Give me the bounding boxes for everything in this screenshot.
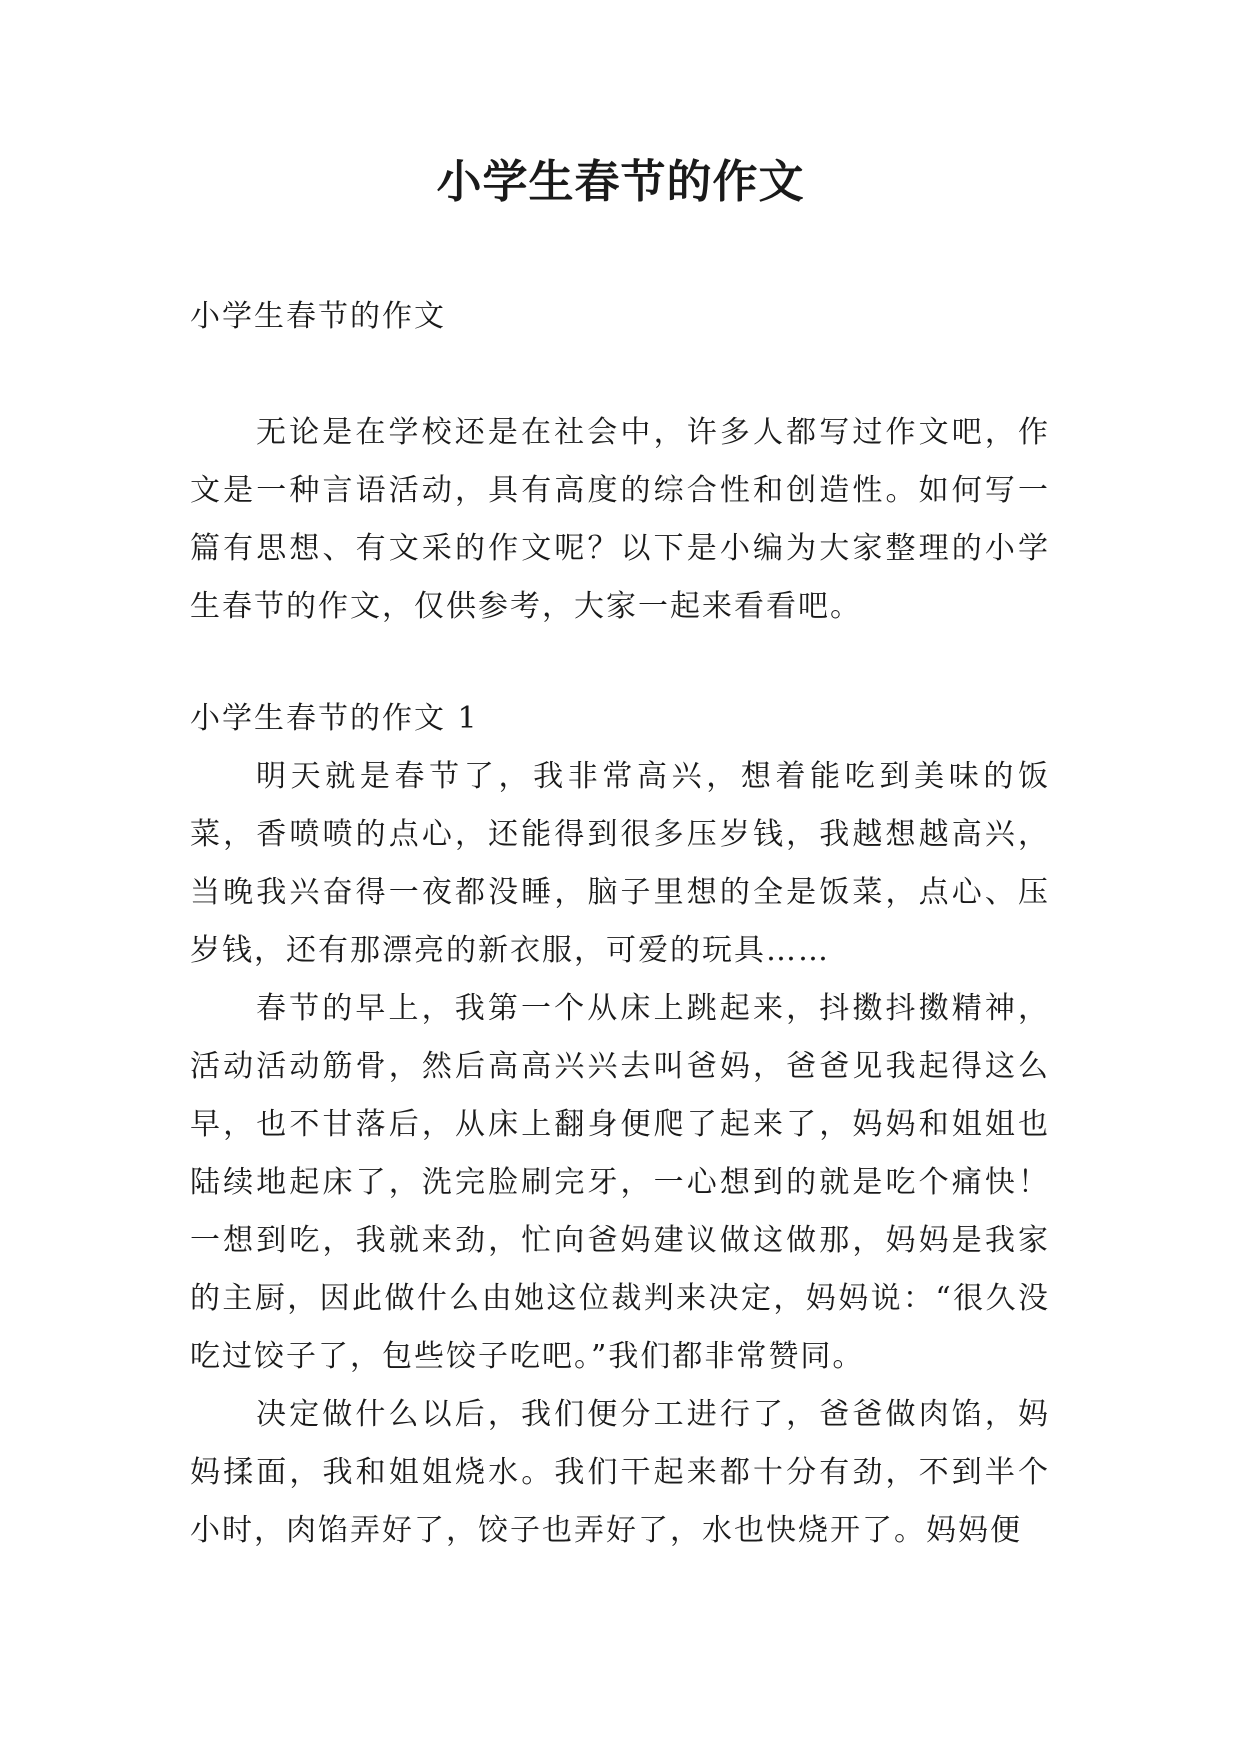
document-subtitle: 小学生春节的作文 <box>190 299 446 334</box>
body-paragraph: 明天就是春节了，我非常高兴，想着能吃到美味的饭菜，香喷喷的点心，还能得到很多压岁钱，我越想越高兴，当晚我兴奋得一夜都没睡，脑子里想的全是饭菜，点心、压岁钱，还有那漂亮的新衣服，可爱的玩具…… <box>190 759 1050 968</box>
body-paragraph: 春节的早上，我第一个从床上跳起来，抖擞抖擞精神，活动活动筋骨，然后高高兴兴去叫爸妈，爸爸见我起得这么早，也不甘落后，从床上翻身便爬了起来了，妈妈和姐姐也陆续地起床了，洗完脸刷完牙，一心想到的就是吃个痛快！一想到吃，我就来劲，忙向爸妈建议做这做那，妈妈是我家的主厨，因此做什么由她这位裁判来决定，妈妈说：“很久没吃过饺子了，包些饺子吃吧。”我们都非常赞同。 <box>190 991 1050 1374</box>
document-title: 小学生春节的作文 <box>436 155 805 208</box>
body-paragraph: 决定做什么以后，我们便分工进行了，爸爸做肉馅，妈妈揉面，我和姐姐烧水。我们干起来都十分有劲，不到半个小时，肉馅弄好了，饺子也弄好了，水也快烧开了。妈妈便 <box>190 1397 1050 1548</box>
section-heading: 小学生春节的作文 1 <box>190 701 479 736</box>
intro-paragraph: 无论是在学校还是在社会中，许多人都写过作文吧，作文是一种言语活动，具有高度的综合性和创造性。如何写一篇有思想、有文采的作文呢？以下是小编为大家整理的小学生春节的作文，仅供参考，大家一起来看看吧。 <box>190 415 1050 624</box>
